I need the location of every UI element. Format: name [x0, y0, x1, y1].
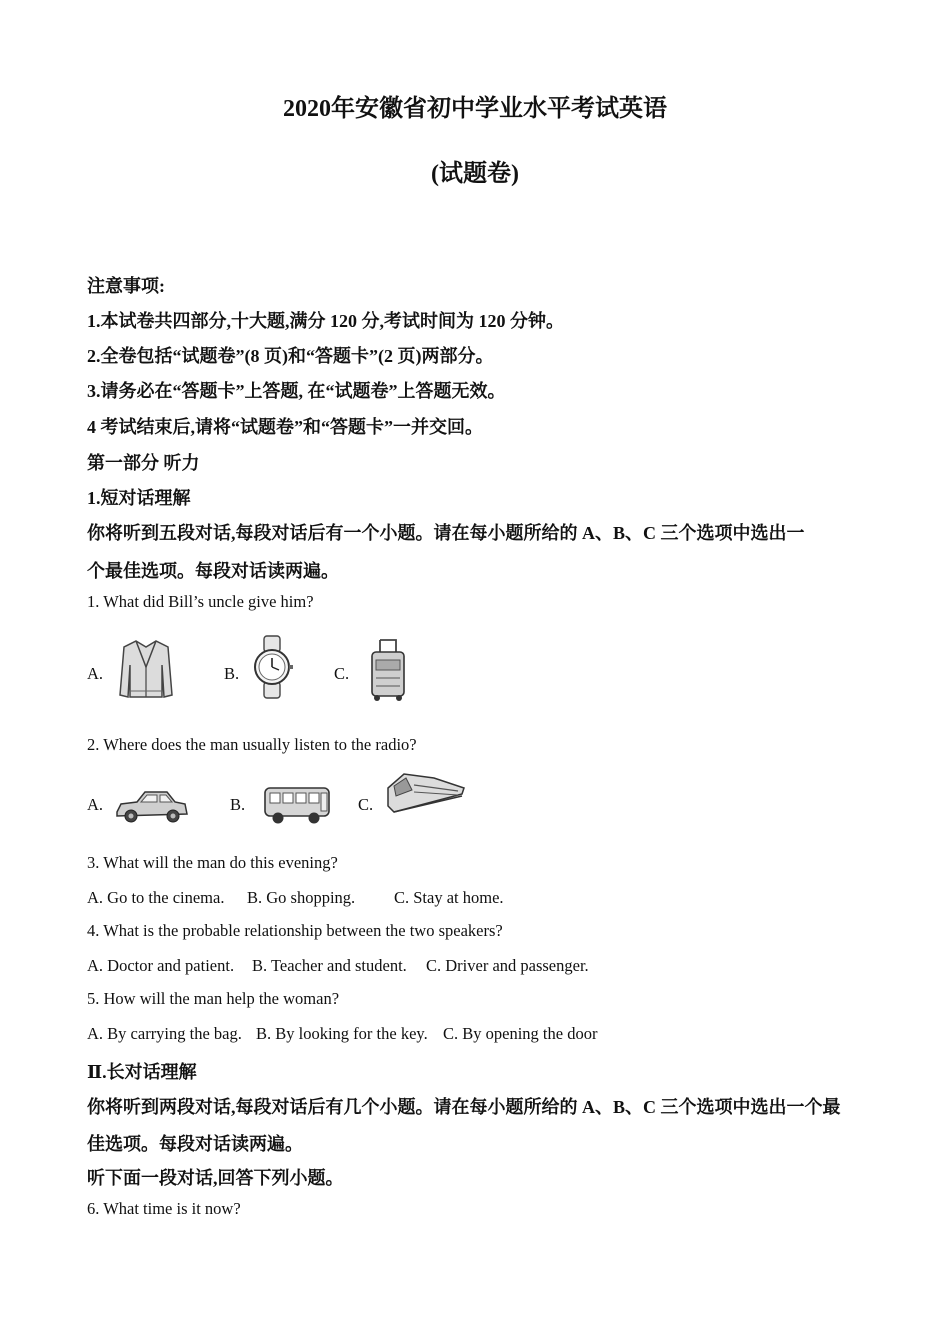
q3-option-a: A. Go to the cinema.: [87, 888, 225, 907]
q4-option-c: C. Driver and passenger.: [426, 956, 589, 975]
q3-option-b: B. Go shopping.: [247, 888, 356, 907]
suitcase-icon: [366, 638, 410, 702]
q4-option-a: A. Doctor and patient.: [87, 956, 235, 975]
section1-heading: 1.短对话理解: [87, 488, 191, 508]
notice-item: 4 考试结束后,请将“试题卷”和“答题卡”一并交回。: [87, 417, 483, 437]
section1-instructions-cont: 个最佳选项。每段对话读两遍。: [87, 561, 339, 581]
page-subtitle: (试题卷): [431, 161, 519, 187]
question-1: 1. What did Bill’s uncle give him?: [87, 592, 314, 611]
q5-option-b: B. By looking for the key.: [256, 1024, 428, 1043]
section2-instructions-cont: 佳选项。每段对话读两遍。: [87, 1134, 303, 1154]
section2-instructions: 你将听到两段对话,每段对话后有几个小题。请在每小题所给的 A、B、C 三个选项中选出一个最: [87, 1097, 841, 1117]
section1-instructions: 你将听到五段对话,每段对话后有一个小题。请在每小题所给的 A、B、C 三个选项中选出一: [87, 523, 805, 543]
q1-option-b-label: B.: [224, 664, 240, 683]
watch-icon: [250, 634, 294, 700]
question-3: 3. What will the man do this evening?: [87, 853, 338, 872]
question-4: 4. What is the probable relationship between the two speakers?: [87, 921, 503, 940]
section2-heading: Ⅱ.长对话理解: [87, 1062, 197, 1082]
notice-item: 3.请务必在“答题卡”上答题, 在“试题卷”上答题无效。: [87, 381, 506, 401]
q3-option-c: C. Stay at home.: [394, 888, 504, 907]
section2-sub-instruction: 听下面一段对话,回答下列小题。: [87, 1168, 344, 1188]
q1-option-a-label: A.: [87, 664, 104, 683]
jacket-icon: [118, 637, 174, 701]
notice-heading: 注意事项:: [87, 276, 165, 296]
question-5: 5. How will the man help the woman?: [87, 989, 340, 1008]
q5-option-a: A. By carrying the bag.: [87, 1024, 242, 1043]
notice-item: 2.全卷包括“试题卷”(8 页)和“答题卡”(2 页)两部分。: [87, 346, 494, 366]
notice-item: 1.本试卷共四部分,十大题,满分 120 分,考试时间为 120 分钟。: [87, 311, 564, 331]
question-2: 2. Where does the man usually listen to the radio?: [87, 735, 417, 754]
page-title: 2020年安徽省初中学业水平考试英语: [283, 96, 667, 122]
q4-option-b: B. Teacher and student.: [252, 956, 407, 975]
q5-option-c: C. By opening the door: [443, 1024, 598, 1043]
q2-option-b-label: B.: [230, 795, 246, 814]
q1-option-c-label: C.: [334, 664, 350, 683]
part1-heading: 第一部分 听力: [87, 453, 200, 473]
q2-option-c-label: C.: [358, 795, 374, 814]
q2-option-a-label: A.: [87, 795, 104, 814]
train-icon: [384, 770, 466, 816]
bus-icon: [262, 784, 332, 826]
car-icon: [113, 786, 189, 826]
question-6: 6. What time is it now?: [87, 1199, 241, 1218]
